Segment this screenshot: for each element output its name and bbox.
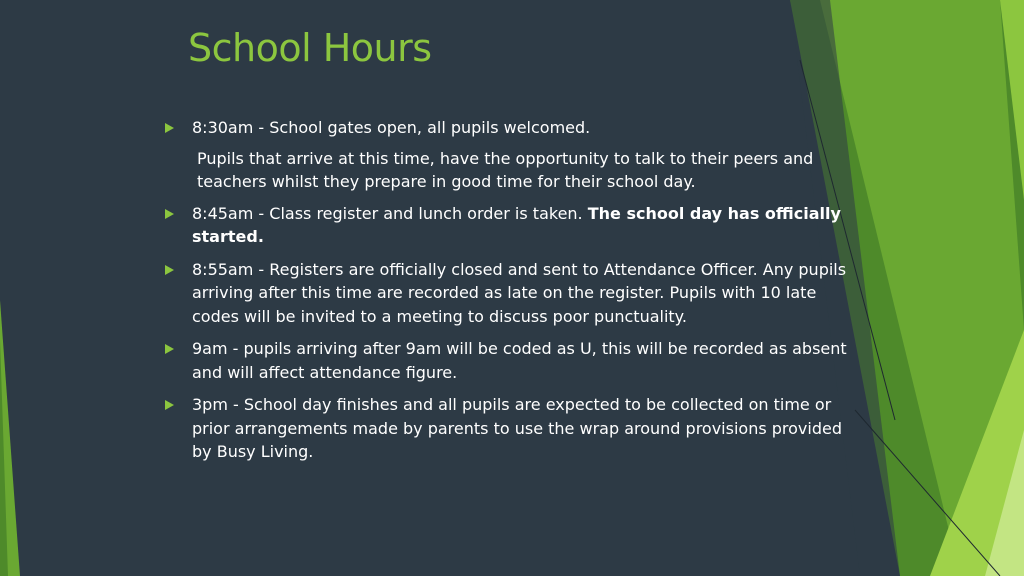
item-bold-text: The school day has officially started. (192, 203, 841, 246)
bullet-arrow-icon (165, 400, 174, 410)
list-item (160, 202, 850, 249)
bullet-arrow-icon (165, 344, 174, 354)
bullet-arrow-icon (165, 209, 174, 219)
bullet-arrow-icon (165, 123, 174, 133)
slide-title: School Hours (188, 26, 432, 70)
item-text: 3pm - School day finishes and all pupils are expected to be collected on time or prior arrangements made by parents to use the wrap around provisions provided by Busy Living. (192, 395, 842, 461)
list-item (160, 258, 850, 329)
item-text: 8:30am - School gates open, all pupils welcomed. (192, 118, 591, 137)
item-text: 8:45am - Class register and lunch order is taken. (192, 203, 588, 223)
list-item (160, 337, 850, 384)
list-item (160, 393, 850, 464)
item-text: 9am - pupils arriving after 9am will be coded as U, this will be recorded as absent and will affect attendance figure. (192, 339, 847, 382)
item-text: 8:55am - Registers are officially closed and sent to Attendance Officer. Any pupils arriving after this time are recorded as late on the register. Pupils with 10 late codes will be invited to a meeting to discuss poor punctuality. (192, 259, 847, 326)
list-item-subtext: Pupils that arrive at this time, have the opportunity to talk to their peers and teachers whilst they prepare in good time for their school day. (197, 148, 814, 191)
bullet-list (160, 116, 850, 473)
list-item (160, 116, 850, 140)
bullet-arrow-icon (165, 265, 174, 275)
